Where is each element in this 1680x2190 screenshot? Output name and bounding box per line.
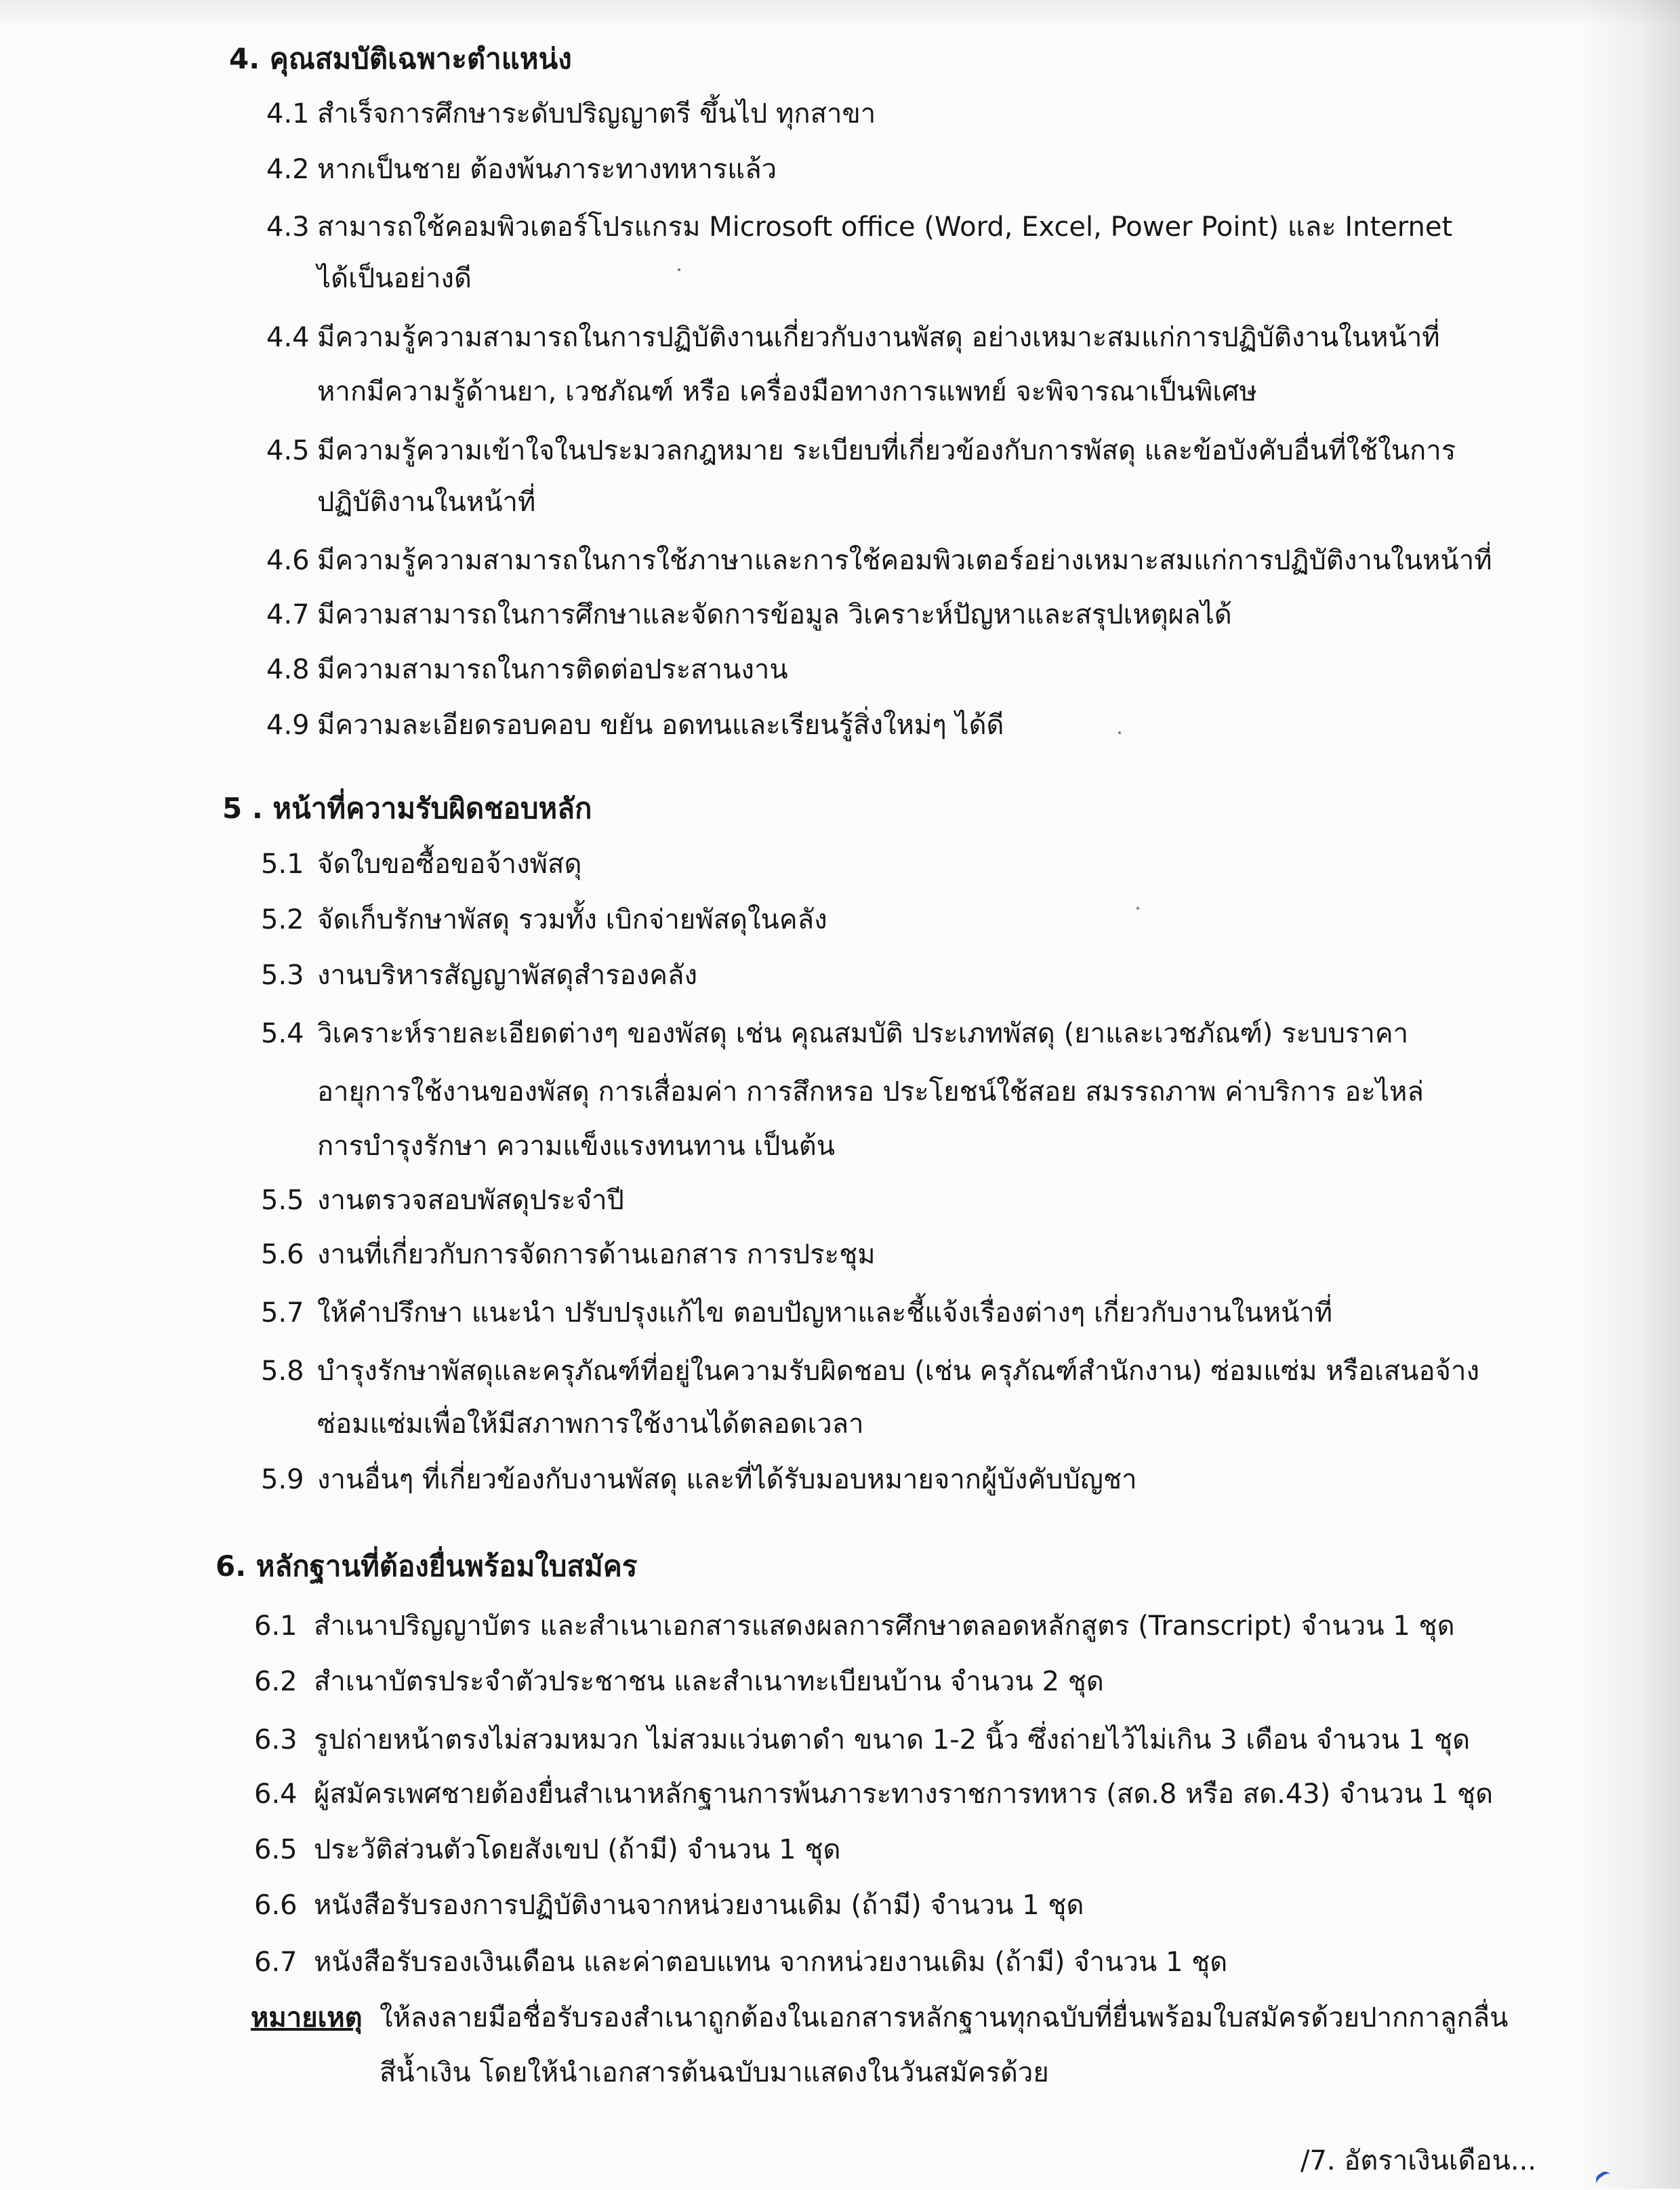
item-text: สำเนาปริญญาบัตร และสำเนาเอกสารแสดงผลการศึกษาตลอดหลักสูตร (Transcript) จำนวน 1 ชุด: [314, 1610, 1455, 1642]
item-number: 4.3: [266, 211, 310, 243]
item-number: 5.4: [261, 1018, 304, 1049]
item-text: หนังสือรับรองเงินเดือน และค่าตอบแทน จากหน่วยงานเดิม (ถ้ามี) จำนวน 1 ชุด: [314, 1947, 1228, 1978]
item-number: 4.2: [266, 154, 310, 185]
item-text: หากมีความรู้ด้านยา, เวชภัณฑ์ หรือ เครื่องมือทางการแพทย์ จะพิจารณาเป็นพิเศษ: [317, 376, 1257, 407]
page-continuation: /7. อัตราเงินเดือน...: [1300, 2145, 1536, 2176]
scan-speck-icon: [678, 268, 680, 271]
item-text: มีความสามารถในการศึกษาและจัดการข้อมูล วิเคราะห์ปัญหาและสรุปเหตุผลได้: [317, 599, 1232, 630]
item-text: ประวัติส่วนตัวโดยสังเขป (ถ้ามี) จำนวน 1 ชุด: [314, 1834, 841, 1865]
item-text: มีความละเอียดรอบคอบ ขยัน อดทนและเรียนรู้สิ่งใหม่ๆ ได้ดี: [317, 710, 1004, 741]
item-text: ให้คำปรึกษา แนะนำ ปรับปรุงแก้ไข ตอบปัญหาและชี้แจ้งเรื่องต่างๆ เกี่ยวกับงานในหน้าที่: [317, 1297, 1333, 1329]
item-number: 6.6: [254, 1890, 298, 1921]
item-number: 5.2: [261, 904, 304, 935]
item-text: ได้เป็นอย่างดี: [317, 263, 472, 294]
item-text: สามารถใช้คอมพิวเตอร์โปรแกรม Microsoft office (Word, Excel, Power Point) และ Internet: [317, 211, 1453, 243]
section-6-heading: 6. หลักฐานที่ต้องยื่นพร้อมใบสมัคร: [216, 1549, 638, 1583]
item-text: วิเคราะห์รายละเอียดต่างๆ ของพัสดุ เช่น คุณสมบัติ ประเภทพัสดุ (ยาและเวชภัณฑ์) ระบบราคา: [317, 1018, 1409, 1049]
item-number: 5.9: [261, 1464, 304, 1495]
item-number: 4.5: [266, 435, 310, 466]
item-text: มีความรู้ความเข้าใจในประมวลกฎหมาย ระเบียบที่เกี่ยวข้องกับการพัสดุ และข้อบังคับอื่นที่ใช้ในการ: [317, 435, 1456, 466]
item-number: 6.3: [254, 1724, 298, 1756]
item-number: 5.7: [261, 1297, 304, 1329]
item-number: 4.9: [266, 710, 310, 741]
item-text: สำเร็จการศึกษาระดับปริญญาตรี ขึ้นไป ทุกสาขา: [317, 98, 876, 129]
item-text: มีความรู้ความสามารถในการปฏิบัติงานเกี่ยวกับงานพัสดุ อย่างเหมาะสมแก่การปฏิบัติงานในหน้าที่: [317, 322, 1440, 353]
section-4-heading: 4. คุณสมบัติเฉพาะตำแหน่ง: [229, 42, 572, 75]
item-number: 6.1: [254, 1610, 298, 1642]
item-text: การบำรุงรักษา ความแข็งแรงทนทาน เป็นต้น: [317, 1131, 836, 1162]
item-text: สำเนาบัตรประจำตัวประชาชน และสำเนาทะเบียนบ้าน จำนวน 2 ชุด: [314, 1666, 1104, 1697]
item-text: ซ่อมแซ่มเพื่อให้มีสภาพการใช้งานได้ตลอดเวลา: [317, 1408, 864, 1440]
item-number: 6.2: [254, 1666, 298, 1697]
note-text: สีน้ำเงิน โดยให้นำเอกสารต้นฉบับมาแสดงในวันสมัครด้วย: [380, 2057, 1049, 2088]
item-text: งานที่เกี่ยวกับการจัดการด้านเอกสาร การประชุม: [317, 1239, 876, 1270]
item-text: งานอื่นๆ ที่เกี่ยวข้องกับงานพัสดุ และที่ได้รับมอบหมายจากผู้บังคับบัญชา: [317, 1464, 1137, 1495]
item-number: 5.5: [261, 1185, 304, 1216]
item-text: งานตรวจสอบพัสดุประจำปี: [317, 1185, 624, 1216]
ink-mark-icon: [1593, 2169, 1615, 2190]
item-number: 6.4: [254, 1779, 298, 1810]
item-number: 6.5: [254, 1834, 298, 1865]
item-number: 5.1: [261, 849, 304, 880]
item-text: ปฏิบัติงานในหน้าที่: [317, 487, 536, 518]
scan-speck-icon: [1136, 907, 1139, 910]
item-text: จัดเก็บรักษาพัสดุ รวมทั้ง เบิกจ่ายพัสดุในคลัง: [317, 904, 827, 935]
item-text: ผู้สมัครเพศชายต้องยื่นสำเนาหลักฐานการพ้นภาระทางราชการทหาร (สด.8 หรือ สด.43) จำนวน 1 ชุด: [314, 1779, 1494, 1810]
item-number: 6.7: [254, 1947, 298, 1978]
item-number: 4.4: [266, 322, 310, 353]
item-number: 5.8: [261, 1356, 304, 1387]
item-number: 4.7: [266, 599, 310, 630]
item-text: จัดใบขอซื้อขอจ้างพัสดุ: [317, 849, 582, 880]
item-number: 4.6: [266, 545, 310, 576]
item-text: อายุการใช้งานของพัสดุ การเสื่อมค่า การสึกหรอ ประโยชน์ใช้สอย สมรรถภาพ ค่าบริการ อะไหล่: [317, 1076, 1424, 1108]
note-text: ให้ลงลายมือชื่อรับรองสำเนาถูกต้องในเอกสารหลักฐานทุกฉบับที่ยื่นพร้อมใบสมัครด้วยปากกาลูกลื่น: [380, 2002, 1509, 2033]
section-5-heading: 5 . หน้าที่ความรับผิดชอบหลัก: [222, 792, 592, 825]
item-text: หนังสือรับรองการปฏิบัติงานจากหน่วยงานเดิม (ถ้ามี) จำนวน 1 ชุด: [314, 1890, 1084, 1921]
item-number: 5.6: [261, 1239, 304, 1270]
item-text: บำรุงรักษาพัสดุและครุภัณฑ์ที่อยู่ในความรับผิดชอบ (เช่น ครุภัณฑ์สำนักงาน) ซ่อมแซ่ม หรือเสนอจ้าง: [317, 1356, 1479, 1387]
scan-speck-icon: [1118, 731, 1121, 734]
item-text: งานบริหารสัญญาพัสดุสำรองคลัง: [317, 960, 698, 991]
item-text: รูปถ่ายหน้าตรงไม่สวมหมวก ไม่สวมแว่นตาดำ ขนาด 1-2 นิ้ว ซึ่งถ่ายไว้ไม่เกิน 3 เดือน จำนวน 1 ชุด: [314, 1724, 1471, 1756]
item-text: มีความสามารถในการติดต่อประสานงาน: [317, 654, 788, 685]
item-text: หากเป็นชาย ต้องพ้นภาระทางทหารแล้ว: [317, 154, 777, 185]
item-text: มีความรู้ความสามารถในการใช้ภาษาและการใช้คอมพิวเตอร์อย่างเหมาะสมแก่การปฏิบัติงานในหน้าที่: [317, 545, 1492, 576]
item-number: 4.8: [266, 654, 310, 685]
item-number: 5.3: [261, 960, 304, 991]
note-label: หมายเหตุ: [251, 2002, 363, 2033]
item-number: 4.1: [266, 98, 310, 129]
